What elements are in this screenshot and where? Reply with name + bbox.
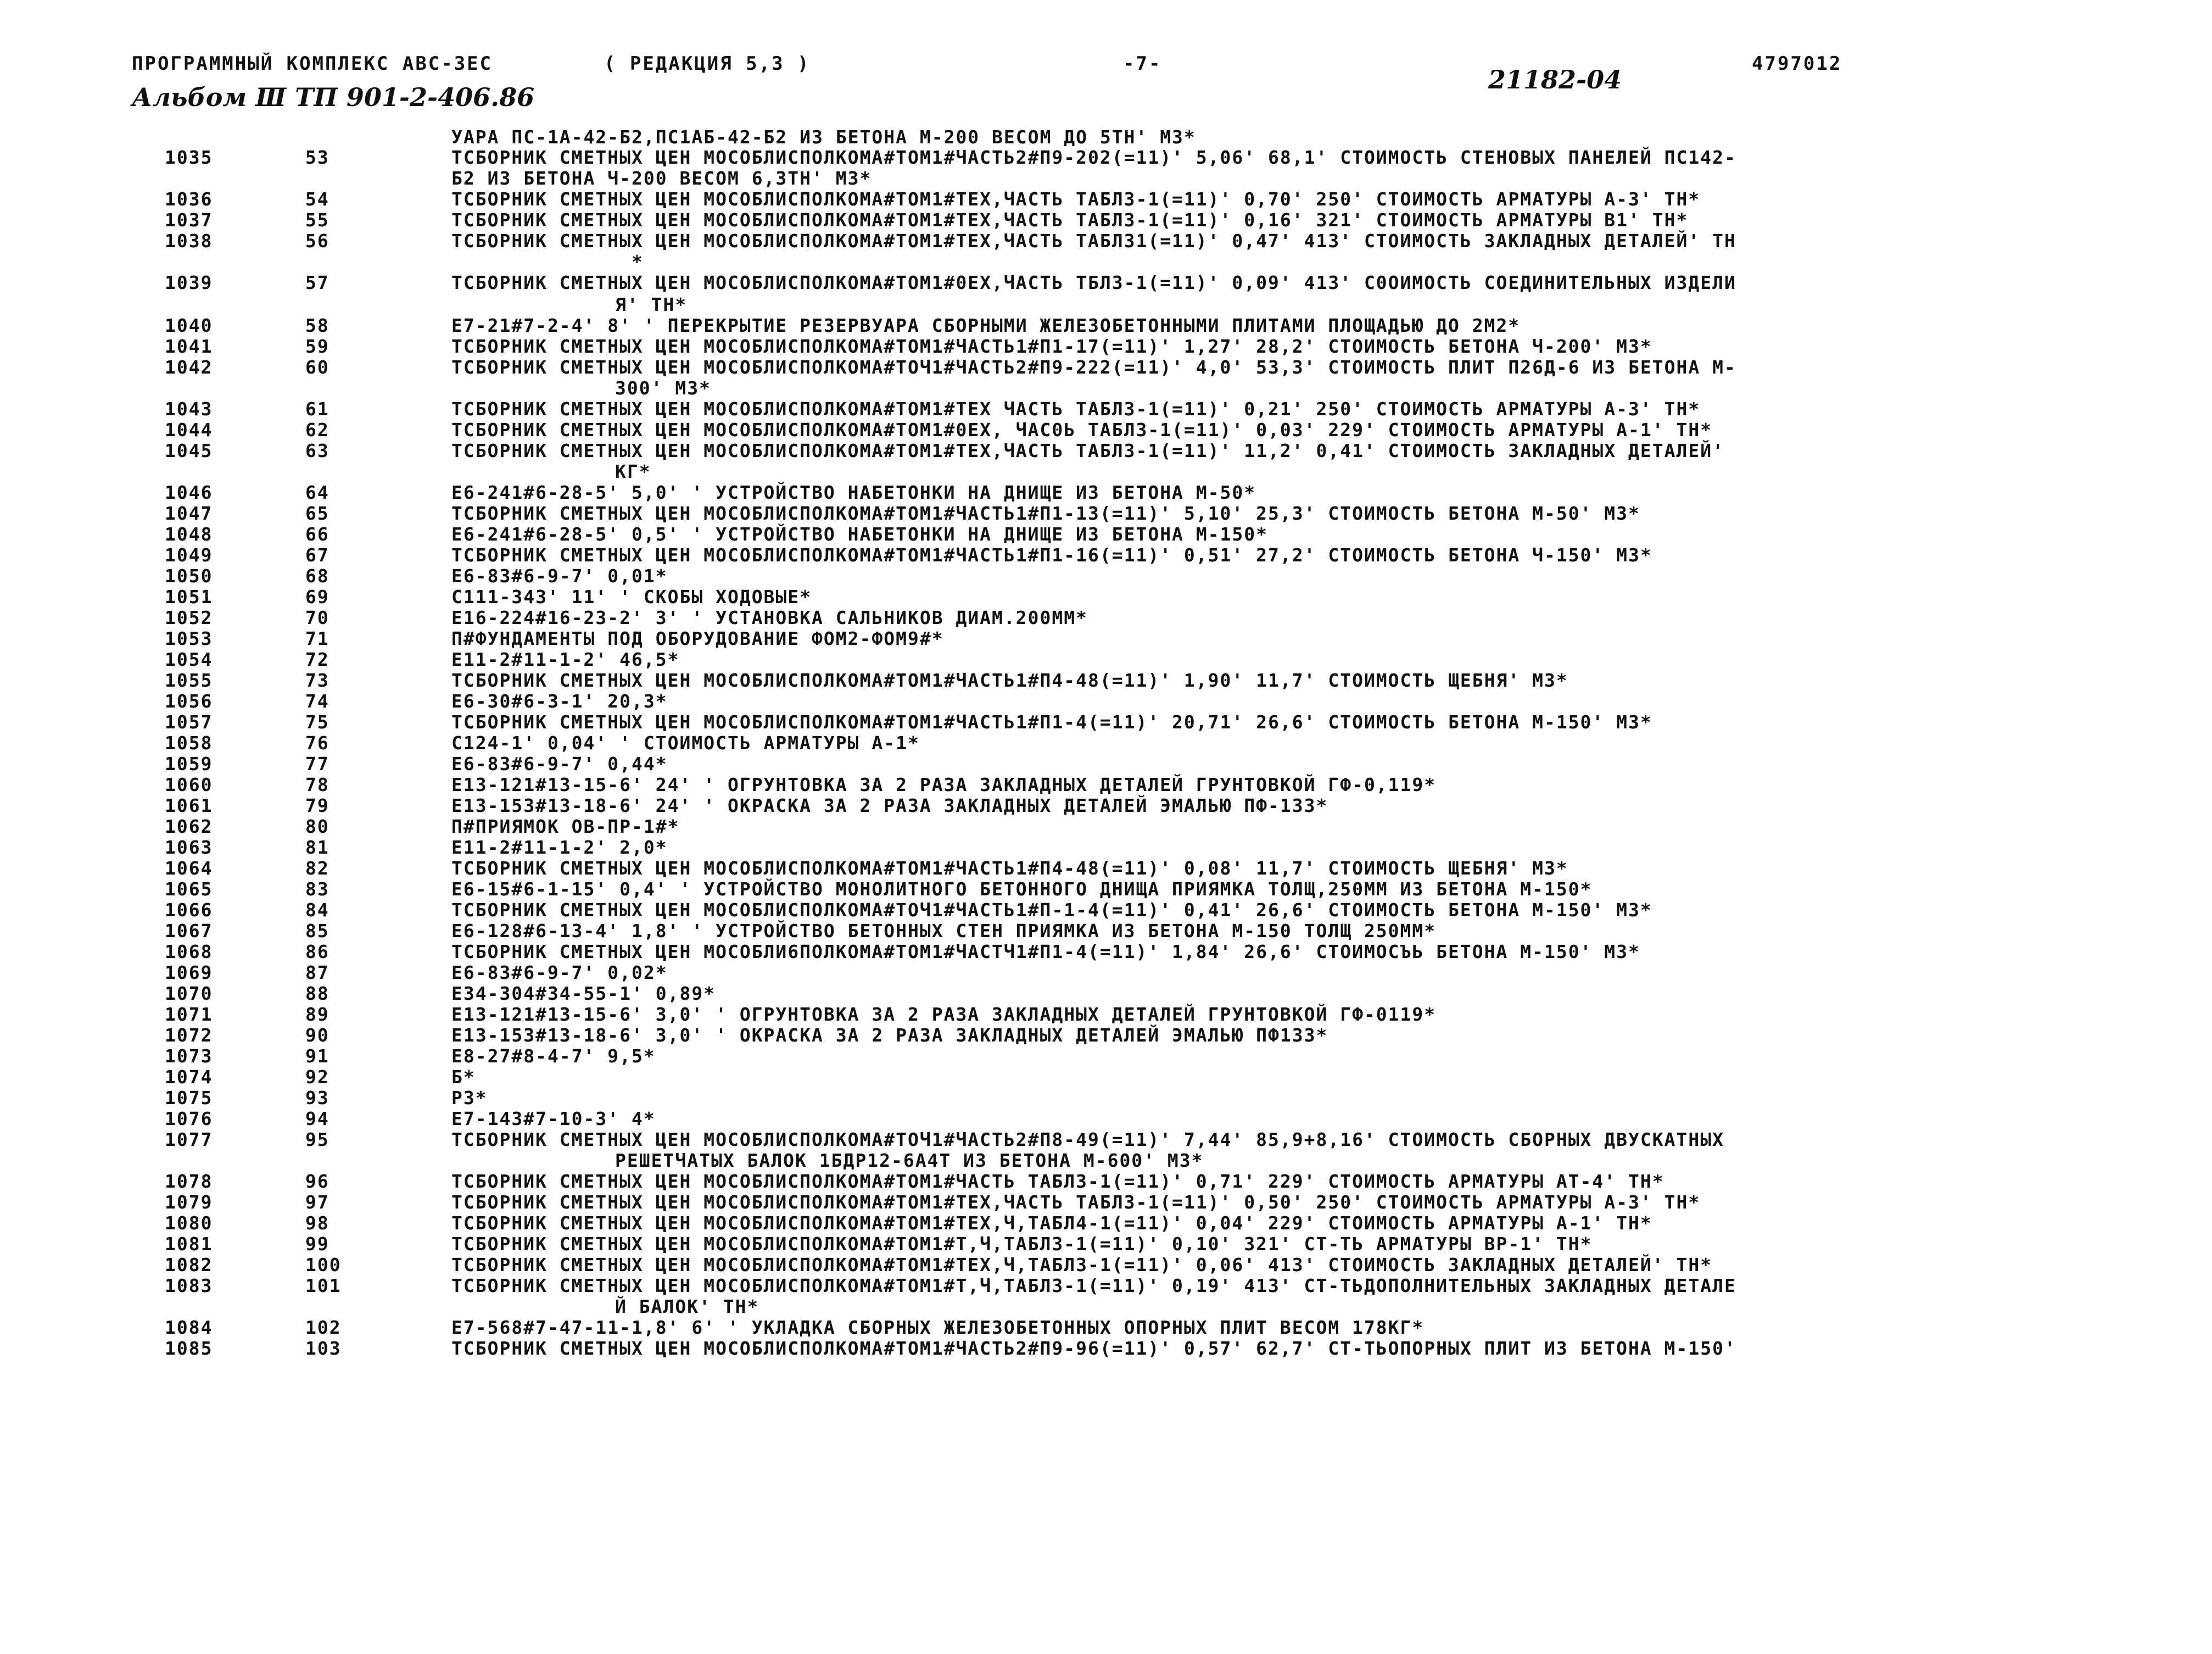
listing-row [0, 1087, 2212, 1108]
line-text: КГ* [615, 461, 651, 482]
item-number: 76 [305, 732, 329, 754]
listing-row [0, 503, 2212, 524]
listing-row [0, 272, 2212, 294]
line-text: ТСБОРНИК СМЕТНЫХ ЦЕН МОСОБЛИСПОЛКОМА#ТОМ1#ЧАСТЬ1#П4-48(=11)' 1,90' 11,7' СТОИМОСТЬ ЩЕБНЯ' М3* [451, 670, 1568, 691]
listing-row [0, 878, 2212, 899]
line-number: 1060 [165, 774, 213, 795]
item-number: 103 [305, 1338, 342, 1359]
listing-row [0, 983, 2212, 1004]
line-text: ТСБОРНИК СМЕТНЫХ ЦЕН МОСОБЛИСПОЛКОМА#ТОМ1#Т,Ч,ТАБЛ3-1(=11)' 0,10' 321' СТ-ТЬ АРМАТУРЫ ВР-1' ТН* [451, 1233, 1593, 1255]
listing-row [0, 690, 2212, 711]
item-number: 69 [305, 586, 329, 608]
line-text: Р3* [451, 1087, 488, 1109]
line-text: ТСБОРНИК СМЕТНЫХ ЦЕН МОСОБЛИСПОЛКОМА#ТОМ1#ЧАСТЬ1#П1-13(=11)' 5,10' 25,3' СТОИМОСТЬ БЕТОНА М-50' М3* [451, 503, 1640, 524]
listing-row [0, 941, 2212, 962]
line-text: ТСБОРНИК СМЕТНЫХ ЦЕН МОСОБЛИСПОЛКОМА#ТОМ1#ТЕХ,ЧАСТЬ ТАБЛ31(=11)' 0,47' 413' СТОИМОСТЬ ЗАКЛАДНЫХ ДЕТАЛЕЙ' ТН [451, 230, 1736, 252]
line-text: Е34-304#34-55-1' 0,89* [451, 983, 716, 1004]
listing-row [0, 188, 2212, 209]
item-number: 79 [305, 795, 329, 816]
item-number: 65 [305, 503, 329, 524]
line-number: 1042 [165, 357, 213, 378]
item-number: 64 [305, 482, 329, 503]
line-number: 1079 [165, 1191, 213, 1213]
listing-row [0, 482, 2212, 503]
line-number: 1064 [165, 857, 213, 879]
item-number: 102 [305, 1317, 342, 1338]
listing-row [0, 565, 2212, 586]
line-number: 1083 [165, 1275, 213, 1296]
item-number: 68 [305, 565, 329, 587]
item-number: 85 [305, 920, 329, 942]
line-number: 1045 [165, 440, 213, 461]
line-text: ТСБОРНИК СМЕТНЫХ ЦЕН МОСОБЛИСПОЛКОМА#ТОМ1#ТЕХ ЧАСТЬ ТАБЛ3-1(=11)' 0,21' 250' СТОИМОСТЬ АРМАТУРЫ А-3' ТН* [451, 398, 1701, 420]
line-text: ТСБОРНИК СМЕТНЫХ ЦЕН МОСОБЛИСПОЛКОМА#ТОМ1#ЧАСТЬ1#П1-17(=11)' 1,27' 28,2' СТОИМОСТЬ БЕТОНА Ч-200' М3* [451, 336, 1652, 357]
line-text: ТСБОРНИК СМЕТНЫХ ЦЕН МОСОБЛИСПОЛКОМА#ТОМ1#ТЕХ,ЧАСТЬ ТАБЛ3-1(=11)' 0,16' 321' СТОИМОСТЬ АРМАТУРЫ В1' ТН* [451, 209, 1689, 231]
listing-row [0, 1129, 2212, 1150]
line-number: 1080 [165, 1212, 213, 1234]
line-text: ТСБОРНИК СМЕТНЫХ ЦЕН МОСОБЛИСПОЛКОМА#ТОМ1#ЧАСТЬ2#П9-96(=11)' 0,57' 62,7' СТ-ТЬОПОРНЫХ ПЛИТ ИЗ БЕТОНА М-150' [451, 1338, 1736, 1359]
listing-row [0, 1254, 2212, 1275]
line-text: ТСБОРНИК СМЕТНЫХ ЦЕН МОСОБЛИСПОЛКОМА#ТОМ1#ЧАСТЬ ТАБЛ3-1(=11)' 0,71' 229' СТОИМОСТЬ АРМАТУРЫ АТ-4' ТН* [451, 1171, 1664, 1192]
item-number: 77 [305, 753, 329, 775]
item-number: 67 [305, 544, 329, 566]
listing-row [0, 1338, 2212, 1358]
listing-row [0, 1045, 2212, 1066]
line-text: ТСБОРНИК СМЕТНЫХ ЦЕН МОСОБЛИ6ПОЛКОМА#ТОМ1#ЧАСТЧ1#П1-4(=11)' 1,84' 26,6' СТОИМОСЪЬ БЕТОНА М-150' М3* [451, 941, 1640, 962]
listing-row [0, 168, 2212, 188]
listing-row [0, 732, 2212, 753]
listing-row [0, 524, 2212, 544]
line-text: ТСБОРНИК СМЕТНЫХ ЦЕН МОСОБЛИСПОЛКОМА#ТОМ1#ТЕХ,ЧАСТЬ ТАБЛ3-1(=11)' 0,70' 250' СТОИМОСТЬ АРМАТУРЫ А-3' ТН* [451, 188, 1701, 210]
line-text: Е6-83#6-9-7' 0,44* [451, 753, 668, 775]
listing-row [0, 1275, 2212, 1296]
listing-row [0, 336, 2212, 357]
line-number: 1067 [165, 920, 213, 942]
line-number: 1085 [165, 1338, 213, 1359]
item-number: 82 [305, 857, 329, 879]
listing-row [0, 649, 2212, 670]
line-number: 1051 [165, 586, 213, 608]
line-text: ТСБОРНИК СМЕТНЫХ ЦЕН МОСОБЛИСПОЛКОМА#ТОМ1#ТЕХ,Ч,ТАБЛ4-1(=11)' 0,04' 229' СТОИМОСТЬ АРМАТУРЫ А-1' ТН* [451, 1212, 1652, 1234]
line-number: 1048 [165, 524, 213, 545]
line-text: Б2 ИЗ БЕТОНА Ч-200 ВЕСОМ 6,3ТН' М3* [451, 168, 872, 189]
listing [0, 126, 2212, 1358]
line-text: ТСБОРНИК СМЕТНЫХ ЦЕН МОСОБЛИСПОЛКОМА#ТОЧ1#ЧАСТЬ2#П9-222(=11)' 4,0' 53,3' СТОИМОСТЬ ПЛИТ П26Д-6 ИЗ БЕТОНА М- [451, 357, 1736, 378]
listing-row [0, 795, 2212, 816]
listing-row [0, 1024, 2212, 1045]
line-number: 1082 [165, 1254, 213, 1276]
listing-row [0, 1066, 2212, 1087]
line-number: 1072 [165, 1024, 213, 1046]
listing-row [0, 1150, 2212, 1171]
line-text: Е13-121#13-15-6' 3,0' ' ОГРУНТОВКА ЗА 2 РАЗА ЗАКЛАДНЫХ ДЕТАЛЕЙ ГРУНТОВКОЙ ГФ-0119* [451, 1004, 1437, 1025]
item-number: 53 [305, 147, 329, 168]
item-number: 89 [305, 1004, 329, 1025]
line-text: Б* [451, 1066, 476, 1088]
listing-row [0, 899, 2212, 920]
line-text: ТСБОРНИК СМЕТНЫХ ЦЕН МОСОБЛИСПОЛКОМА#ТОМ1#ЧАСТЬ1#П1-16(=11)' 0,51' 27,2' СТОИМОСТЬ БЕТОНА Ч-150' М3* [451, 544, 1652, 566]
item-number: 60 [305, 357, 329, 378]
line-number: 1036 [165, 188, 213, 210]
line-number: 1084 [165, 1317, 213, 1338]
line-text: Я' ТН* [615, 294, 688, 315]
line-number: 1047 [165, 503, 213, 524]
line-number: 1081 [165, 1233, 213, 1255]
line-text: Е13-121#13-15-6' 24' ' ОГРУНТОВКА ЗА 2 РАЗА ЗАКЛАДНЫХ ДЕТАЛЕЙ ГРУНТОВКОЙ ГФ-0,119* [451, 774, 1437, 795]
listing-row [0, 670, 2212, 690]
listing-row [0, 962, 2212, 983]
item-number: 62 [305, 419, 329, 441]
item-number: 73 [305, 670, 329, 691]
item-number: 74 [305, 690, 329, 712]
listing-row [0, 586, 2212, 607]
listing-row [0, 251, 2212, 272]
item-number: 75 [305, 711, 329, 733]
line-text: Е7-568#7-47-11-1,8' 6' ' УКЛАДКА СБОРНЫХ ЖЕЛЕЗОБЕТОННЫХ ОПОРНЫХ ПЛИТ ВЕСОМ 178КГ* [451, 1317, 1425, 1338]
line-text: ТСБОРНИК СМЕТНЫХ ЦЕН МОСОБЛИСПОЛКОМА#ТОМ1#ЧАСТЬ1#П4-48(=11)' 0,08' 11,7' СТОИМОСТЬ ЩЕБНЯ' М3* [451, 857, 1568, 879]
item-number: 54 [305, 188, 329, 210]
document-code: 4797012 [1752, 53, 1842, 75]
listing-row [0, 1317, 2212, 1338]
line-text: С124-1' 0,04' ' СТОИМОСТЬ АРМАТУРЫ А-1* [451, 732, 920, 754]
line-number: 1041 [165, 336, 213, 357]
line-number: 1040 [165, 315, 213, 336]
item-number: 70 [305, 607, 329, 628]
line-number: 1039 [165, 272, 213, 293]
listing-row [0, 461, 2212, 482]
line-number: 1069 [165, 962, 213, 983]
line-text: Е11-2#11-1-2' 46,5* [451, 649, 680, 670]
listing-row [0, 377, 2212, 398]
edition-label: ( РЕДАКЦИЯ 5,3 ) [604, 53, 811, 75]
listing-row [0, 147, 2212, 168]
line-text: Е16-224#16-23-2' 3' ' УСТАНОВКА САЛЬНИКОВ ДИАМ.200ММ* [451, 607, 1088, 628]
item-number: 100 [305, 1254, 342, 1276]
item-number: 99 [305, 1233, 329, 1255]
line-text: Е6-83#6-9-7' 0,01* [451, 565, 668, 587]
line-text: П#ФУНДАМЕНТЫ ПОД ОБОРУДОВАНИЕ ФОМ2-ФОМ9#* [451, 628, 944, 649]
line-number: 1049 [165, 544, 213, 566]
line-number: 1053 [165, 628, 213, 649]
item-number: 97 [305, 1191, 329, 1213]
item-number: 63 [305, 440, 329, 461]
line-text: ТСБОРНИК СМЕТНЫХ ЦЕН МОСОБЛИСПОЛКОМА#ТОМ1#ЧАСТЬ2#П9-202(=11)' 5,06' 68,1' СТОИМОСТЬ СТЕНОВЫХ ПАНЕЛЕЙ ПС142- [451, 147, 1736, 168]
line-text: Е8-27#8-4-7' 9,5* [451, 1045, 656, 1067]
item-number: 101 [305, 1275, 342, 1296]
item-number: 91 [305, 1045, 329, 1067]
line-number: 1071 [165, 1004, 213, 1025]
line-text: Е6-15#6-1-15' 0,4' ' УСТРОЙСТВО МОНОЛИТНОГО БЕТОННОГО ДНИЩА ПРИЯМКА ТОЛЩ,250ММ ИЗ БЕТОНА М-150* [451, 878, 1593, 900]
line-number: 1076 [165, 1108, 213, 1129]
listing-row [0, 440, 2212, 461]
line-number: 1054 [165, 649, 213, 670]
line-number: 1052 [165, 607, 213, 628]
page-number: -7- [1123, 53, 1162, 75]
program-title: ПРОГРАММНЫЙ КОМПЛЕКС АВС-ЗЕС [132, 53, 493, 75]
line-number: 1057 [165, 711, 213, 733]
line-number: 1046 [165, 482, 213, 503]
line-text: ТСБОРНИК СМЕТНЫХ ЦЕН МОСОБЛИСПОЛКОМА#ТОМ1#ЧАСТЬ1#П1-4(=11)' 20,71' 26,6' СТОИМОСТЬ БЕТОНА М-150' М3* [451, 711, 1652, 733]
item-number: 87 [305, 962, 329, 983]
item-number: 96 [305, 1171, 329, 1192]
line-text: Е7-21#7-2-4' 8' ' ПЕРЕКРЫТИЕ РЕЗЕРВУАРА СБОРНЫМИ ЖЕЛЕЗОБЕТОННЫМИ ПЛИТАМИ ПЛОЩАДЬЮ ДО 2М2* [451, 315, 1521, 336]
line-text: Е6-128#6-13-4' 1,8' ' УСТРОЙСТВО БЕТОННЫХ СТЕН ПРИЯМКА ИЗ БЕТОНА М-150 ТОЛЩ 250ММ* [451, 920, 1437, 942]
line-number: 1077 [165, 1129, 213, 1150]
sheet-handwritten-label: 21182-04 [1488, 65, 1622, 94]
listing-row [0, 1004, 2212, 1024]
line-text: ТСБОРНИК СМЕТНЫХ ЦЕН МОСОБЛИСПОЛКОМА#ТОМ1#ТЕХ,Ч,ТАБЛ3-1(=11)' 0,06' 413' СТОИМОСТЬ ЗАКЛАДНЫХ ДЕТАЛЕЙ' ТН* [451, 1254, 1713, 1276]
listing-row [0, 816, 2212, 837]
item-number: 80 [305, 816, 329, 837]
listing-row [0, 230, 2212, 251]
listing-row [0, 544, 2212, 565]
line-text: РЕШЕТЧАТЫХ БАЛОК 1БДР12-6А4Т ИЗ БЕТОНА М-600' М3* [615, 1150, 1204, 1171]
listing-row [0, 1108, 2212, 1129]
item-number: 83 [305, 878, 329, 900]
listing-row [0, 607, 2212, 628]
line-number: 1063 [165, 837, 213, 858]
listing-row [0, 294, 2212, 315]
line-number: 1043 [165, 398, 213, 420]
line-number: 1073 [165, 1045, 213, 1067]
item-number: 88 [305, 983, 329, 1004]
listing-row [0, 920, 2212, 941]
listing-row [0, 857, 2212, 878]
line-number: 1044 [165, 419, 213, 441]
line-text: Е6-241#6-28-5' 0,5' ' УСТРОЙСТВО НАБЕТОНКИ НА ДНИЩЕ ИЗ БЕТОНА М-150* [451, 524, 1269, 545]
item-number: 55 [305, 209, 329, 231]
item-number: 93 [305, 1087, 329, 1109]
line-number: 1075 [165, 1087, 213, 1109]
listing-row [0, 126, 2212, 147]
item-number: 72 [305, 649, 329, 670]
item-number: 98 [305, 1212, 329, 1234]
line-text: УАРА ПС-1А-42-Б2,ПС1АБ-42-Б2 ИЗ БЕТОНА М-200 ВЕСОМ ДО 5ТН' М3* [451, 126, 1196, 148]
item-number: 61 [305, 398, 329, 420]
line-text: ТСБОРНИК СМЕТНЫХ ЦЕН МОСОБЛИСПОЛКОМА#ТОМ1#ТЕХ,ЧАСТЬ ТАБЛ3-1(=11)' 11,2' 0,41' СТОИМОСТЬ ЗАКЛАДНЫХ ДЕТАЛЕЙ' [451, 440, 1724, 461]
item-number: 81 [305, 837, 329, 858]
line-number: 1061 [165, 795, 213, 816]
line-text: Е13-153#13-18-6' 3,0' ' ОКРАСКА ЗА 2 РАЗА ЗАКЛАДНЫХ ДЕТАЛЕЙ ЭМАЛЬЮ ПФ133* [451, 1024, 1328, 1046]
line-number: 1070 [165, 983, 213, 1004]
line-number: 1038 [165, 230, 213, 252]
line-number: 1050 [165, 565, 213, 587]
line-number: 1062 [165, 816, 213, 837]
line-number: 1066 [165, 899, 213, 921]
listing-row [0, 398, 2212, 419]
item-number: 71 [305, 628, 329, 649]
item-number: 57 [305, 272, 329, 293]
line-text: Е6-83#6-9-7' 0,02* [451, 962, 668, 983]
item-number: 86 [305, 941, 329, 962]
album-handwritten-label: Альбом Ⅲ ТП 901-2-406.86 [132, 82, 535, 112]
item-number: 58 [305, 315, 329, 336]
item-number: 78 [305, 774, 329, 795]
listing-row [0, 1296, 2212, 1317]
listing-row [0, 1212, 2212, 1233]
listing-row [0, 357, 2212, 377]
line-text: Е11-2#11-1-2' 2,0* [451, 837, 668, 858]
listing-row [0, 1233, 2212, 1254]
listing-row [0, 315, 2212, 336]
listing-row [0, 1191, 2212, 1212]
line-text: С111-343' 11' ' СКОБЫ ХОДОВЫЕ* [451, 586, 812, 608]
line-text: Е7-143#7-10-3' 4* [451, 1108, 656, 1129]
line-text: ТСБОРНИК СМЕТНЫХ ЦЕН МОСОБЛИСПОЛКОМА#ТОМ1#0ЕХ, ЧАС0Ь ТАБЛ3-1(=11)' 0,03' 229' СТОИМОСТЬ АРМАТУРЫ А-1' ТН* [451, 419, 1713, 441]
item-number: 66 [305, 524, 329, 545]
line-number: 1056 [165, 690, 213, 712]
listing-row [0, 753, 2212, 774]
line-number: 1065 [165, 878, 213, 900]
line-number: 1068 [165, 941, 213, 962]
line-text: ТСБОРНИК СМЕТНЫХ ЦЕН МОСОБЛИСПОЛКОМА#ТОЧ1#ЧАСТЬ2#П8-49(=11)' 7,44' 85,9+8,16' СТОИМОСТЬ СБОРНЫХ ДВУСКАТНЫХ [451, 1129, 1724, 1150]
item-number: 56 [305, 230, 329, 252]
line-number: 1059 [165, 753, 213, 775]
listing-row [0, 837, 2212, 857]
line-text: Й БАЛОК' ТН* [615, 1296, 759, 1317]
line-number: 1055 [165, 670, 213, 691]
line-text: Е6-241#6-28-5' 5,0' ' УСТРОЙСТВО НАБЕТОНКИ НА ДНИЩЕ ИЗ БЕТОНА М-50* [451, 482, 1256, 503]
line-number: 1037 [165, 209, 213, 231]
item-number: 59 [305, 336, 329, 357]
line-text: ТСБОРНИК СМЕТНЫХ ЦЕН МОСОБЛИСПОЛКОМА#ТОМ1#0ЕХ,ЧАСТЬ ТБЛ3-1(=11)' 0,09' 413' С0ОИМОСТЬ СОЕДИНИТЕЛЬНЫХ ИЗДЕЛИ [451, 272, 1736, 293]
listing-row [0, 628, 2212, 649]
line-number: 1058 [165, 732, 213, 754]
item-number: 90 [305, 1024, 329, 1046]
item-number: 95 [305, 1129, 329, 1150]
line-text: Е13-153#13-18-6' 24' ' ОКРАСКА ЗА 2 РАЗА ЗАКЛАДНЫХ ДЕТАЛЕЙ ЭМАЛЬЮ ПФ-133* [451, 795, 1328, 816]
line-text: ТСБОРНИК СМЕТНЫХ ЦЕН МОСОБЛИСПОЛКОМА#ТОЧ1#ЧАСТЬ1#П-1-4(=11)' 0,41' 26,6' СТОИМОСТЬ БЕТОНА М-150' М3* [451, 899, 1652, 921]
line-number: 1035 [165, 147, 213, 168]
line-text: Е6-30#6-3-1' 20,3* [451, 690, 668, 712]
listing-row [0, 209, 2212, 230]
item-number: 84 [305, 899, 329, 921]
line-text: 300' М3* [615, 377, 711, 399]
line-text: * [632, 251, 644, 272]
item-number: 92 [305, 1066, 329, 1088]
listing-row [0, 419, 2212, 440]
item-number: 94 [305, 1108, 329, 1129]
line-number: 1074 [165, 1066, 213, 1088]
line-text: ТСБОРНИК СМЕТНЫХ ЦЕН МОСОБЛИСПОЛКОМА#ТОМ1#Т,Ч,ТАБЛ3-1(=11)' 0,19' 413' СТ-ТЬДОПОЛНИТЕЛЬНЫХ ЗАКЛАДНЫХ ДЕТАЛЕ [451, 1275, 1736, 1296]
line-text: ТСБОРНИК СМЕТНЫХ ЦЕН МОСОБЛИСПОЛКОМА#ТОМ1#ТЕХ,ЧАСТЬ ТАБЛ3-1(=11)' 0,50' 250' СТОИМОСТЬ АРМАТУРЫ А-3' ТН* [451, 1191, 1701, 1213]
listing-row [0, 774, 2212, 795]
listing-row [0, 1171, 2212, 1191]
line-number: 1078 [165, 1171, 213, 1192]
listing-row [0, 711, 2212, 732]
line-text: П#ПРИЯМОК ОВ-ПР-1#* [451, 816, 680, 837]
